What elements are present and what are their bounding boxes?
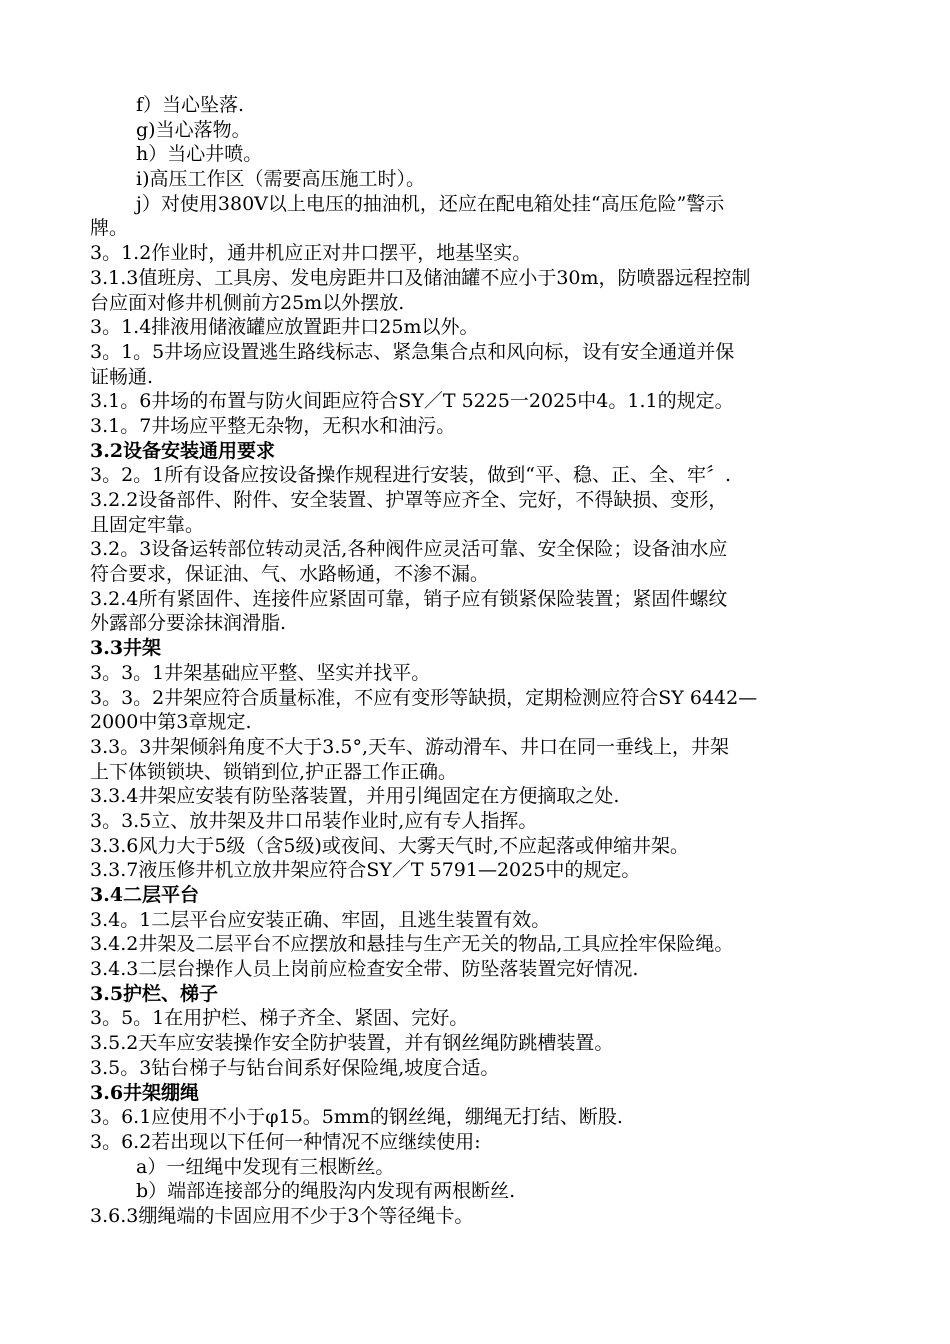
text-line: 3.4。1二层平台应安装正确、牢固，且逃生装置有效。 — [90, 908, 551, 931]
text-line: 3.3.7液压修井机立放井架应符合SY／T 5791—2025中的规定。 — [90, 859, 641, 882]
section-heading: 3.2设备安装通用要求 — [90, 439, 276, 462]
section-heading: 3.3井架 — [90, 637, 162, 660]
text-line: 3.4.3二层台操作人员上岗前应检查安全带、防坠落装置完好情况. — [90, 958, 639, 981]
text-line: 3.5。3钻台梯子与钻台间系好保险绳,坡度合适。 — [90, 1056, 500, 1079]
text-line: 3.5.2天车应安装操作安全防护装置，并有钢丝绳防跳槽装置。 — [90, 1032, 614, 1055]
list-item-line: f）当心坠落. — [136, 94, 245, 116]
text-line: 3。2。1所有设备应按设备操作规程进行安装，做到“平、稳、正、全、牢〞. — [90, 464, 732, 487]
text-line: 3。6.1应使用不小于φ15。5mm的钢丝绳，绷绳无打结、断股. — [90, 1106, 623, 1129]
text-line: 3。3。2井架应符合质量标准，不应有变形等缺损，定期检测应符合SY 6442— — [90, 686, 758, 709]
text-line: 3.3。3井架倾斜角度不大于3.5°,天车、游动滑车、井口在同一垂线上，井架 — [90, 735, 730, 758]
text-line: 证畅通. — [90, 365, 154, 388]
section-heading: 3.5护栏、梯子 — [90, 982, 219, 1005]
text-line: 3.2.2设备部件、附件、安全装置、护罩等应齐全、完好，不得缺损、变形， — [90, 489, 728, 511]
list-item-line: i)高压工作区（需要高压施工时）。 — [136, 168, 425, 191]
text-line: 3。1。5井场应设置逃生路线标志、紧急集合点和风向标，设有安全通道并保 — [90, 340, 735, 363]
text-line: 3.6.3绷绳端的卡固应用不少于3个等径绳卡。 — [90, 1204, 474, 1227]
text-line: 3.2。3设备运转部位转动灵活,各种阀件应灵活可靠、安全保险；设备油水应 — [90, 538, 728, 561]
text-line: 牌。 — [90, 217, 129, 240]
document-body — [90, 93, 860, 1229]
text-line: 3。1.2作业时，通井机应正对井口摆平，地基坚实。 — [90, 242, 532, 265]
text-line: 且固定牢靠。 — [90, 513, 205, 536]
text-line: 2000中第3章规定. — [90, 711, 252, 734]
list-item-line: g)当心落物。 — [136, 118, 251, 141]
text-line: 3。3。1井架基础应平整、坚实并找平。 — [90, 661, 431, 684]
text-line: 上下体锁锁块、锁销到位,护正器工作正确。 — [90, 760, 458, 783]
section-heading: 3.6井架绷绳 — [90, 1081, 200, 1104]
text-line: 3。1.4排液用储液罐应放置距井口25m以外。 — [90, 316, 479, 339]
list-item-line: h）当心井喷。 — [136, 143, 263, 166]
text-line: 3.3.4井架应安装有防坠落装置，并用引绳固定在方便摘取之处. — [90, 785, 620, 808]
text-line: 3.1.3值班房、工具房、发电房距井口及储油罐不应小于30m，防喷器远程控制 — [90, 266, 751, 289]
text-line: 外露部分要涂抹润滑脂. — [90, 612, 287, 635]
text-line: 3。5。1在用护栏、梯子齐全、紧固、完好。 — [90, 1007, 469, 1030]
text-line: 3.1。7井场应平整无杂物，无积水和油污。 — [90, 414, 456, 437]
list-item-line: j）对使用380V以上电压的抽油机，还应在配电箱处挂“高压危险”警示 — [136, 192, 725, 215]
text-line: 3。6.2若出现以下任何一种情况不应继续使用: — [90, 1130, 481, 1153]
text-line: 符合要求，保证油、气、水路畅通，不渗不漏。 — [90, 563, 490, 586]
text-line: 3.1。6井场的布置与防火间距应符合SY／T 5225一2025中4。1.1的规定。 — [90, 390, 734, 413]
list-item-line: b）端部连接部分的绳股沟内发现有两根断丝. — [136, 1180, 516, 1203]
text-line: 3.2.4所有紧固件、连接件应紧固可靠，销子应有锁紧保险装置；紧固件螺纹 — [90, 587, 728, 610]
text-line: 3.3.6风力大于5级（含5级)或夜间、大雾天气时,不应起落或伸缩井架。 — [90, 834, 689, 857]
text-line: 3.4.2井架及二层平台不应摆放和悬挂与生产无关的物品,工具应拴牢保险绳。 — [90, 933, 734, 956]
section-heading: 3.4二层平台 — [90, 884, 200, 906]
list-item-line: a）一纽绳中发现有三根断丝。 — [136, 1155, 395, 1178]
text-line: 台应面对修井机侧前方25m以外摆放. — [90, 291, 405, 314]
text-line: 3。3.5立、放井架及井口吊装作业时,应有专人指挥。 — [90, 809, 538, 832]
